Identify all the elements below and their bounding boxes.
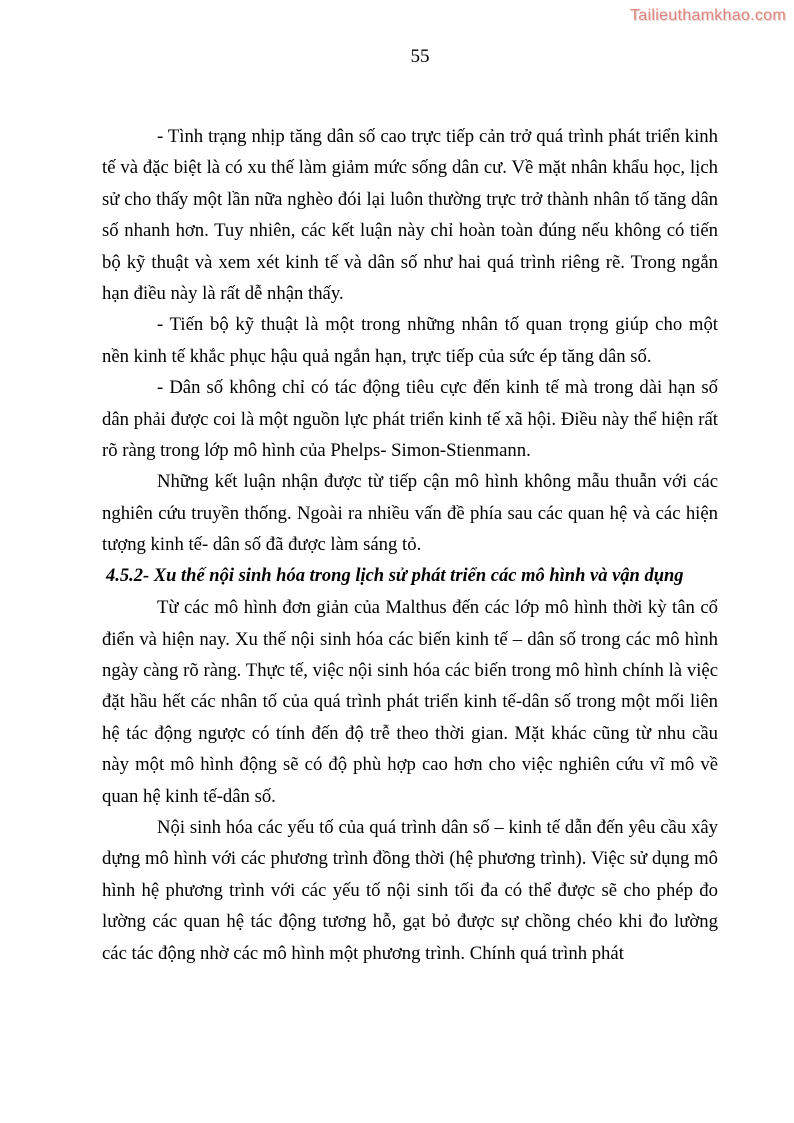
paragraph-simultaneous-equations: Nội sinh hóa các yếu tố của quá trình dân số – kinh tế dẫn đến yêu cầu xây dựng mô hình với các phương trình đồng thời (hệ phương trình). Việc sử dụng mô hình hệ phương trình với các yếu tố nội sinh tối đa có thể được sẽ cho phép đo lường các quan hệ tác động tương hỗ, gạt bỏ được sự chồng chéo khi đo lường các tác động nhờ các mô hình một phương trình. Chính quá trình phát — [102, 816, 718, 964]
section-heading-4-5-2: 4.5.2- Xu thế nội sinh hóa trong lịch sử phát triển các mô hình và vận dụng — [106, 565, 684, 586]
watermark-site-label: Tailieuthamkhao.com — [630, 7, 786, 24]
paragraph-technical-progress: - Tiến bộ kỹ thuật là một trong những nhân tố quan trọng giúp cho một nền kinh tế khắc phục hậu quả ngắn hạn, trực tiếp của sức ép tăng dân số. — [102, 314, 718, 367]
paragraph-model-conclusions: Những kết luận nhận được từ tiếp cận mô hình không mẫu thuẫn với các nghiên cứu truyền thống. Ngoài ra nhiều vấn đề phía sau các quan hệ và các hiện tượng kinh tế- dân số đã được làm sáng tỏ. — [102, 471, 718, 556]
document-body — [102, 121, 718, 969]
paragraph-population-growth-constraint: - Tình trạng nhịp tăng dân số cao trực tiếp cản trở quá trình phát triển kinh tế và đặc biệt là có xu thế làm giảm mức sống dân cư. Về mặt nhân khẩu học, lịch sử cho thấy một lần nữa nghèo đói lại luôn thường trực trở thành nhân tố tăng dân số nhanh hơn. Tuy nhiên, các kết luận này chỉ hoàn toàn đúng nếu không có tiến bộ kỹ thuật và xem xét kinh tế và dân số như hai quá trình riêng rẽ. Trong ngắn hạn điều này là rất dễ nhận thấy. — [102, 126, 718, 305]
paragraph-endogenization-trend: Từ các mô hình đơn giản của Malthus đến các lớp mô hình thời kỳ tân cổ điển và hiện nay. Xu thế nội sinh hóa các biến kinh tế – dân số trong các mô hình ngày càng rõ ràng. Thực tế, việc nội sinh hóa các biến trong mô hình chính là việc đặt hầu hết các nhân tố của quá trình phát triển kinh tế-dân số trong một mối liên hệ tác động ngược có tính đến độ trễ theo thời gian. Mặt khác cũng từ nhu cầu này một mô hình động sẽ có độ phù hợp cao hơn cho việc nghiên cứu vĩ mô về quan hệ kinh tế-dân số. — [102, 597, 718, 807]
page-number: 55 — [410, 46, 430, 67]
paragraph-population-as-resource: - Dân số không chỉ có tác động tiêu cực đến kinh tế mà trong dài hạn số dân phải được coi là một nguồn lực phát triển kinh tế xã hội. Điều này thể hiện rất rõ ràng trong lớp mô hình của Phelps- Simon-Stienmann. — [102, 377, 718, 462]
